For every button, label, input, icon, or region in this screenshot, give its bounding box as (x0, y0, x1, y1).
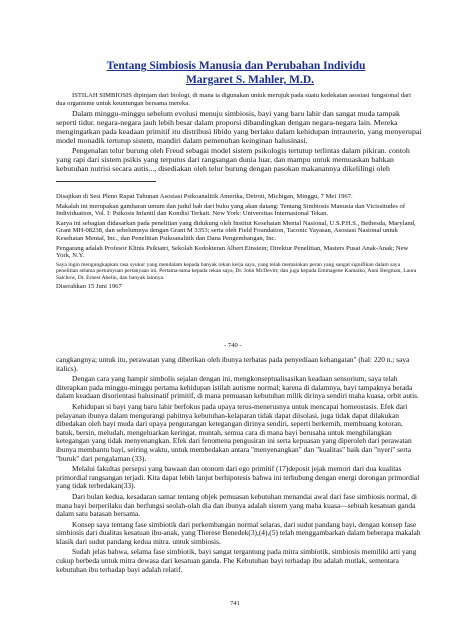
article-title: Tentang Simbiosis Manusia dan Perubahan Individu (106, 60, 366, 72)
intro-paragraph: Pengenalan telur burung oleh Freud sebagai model sistem psikologis tertutup terlintas dalam pikiran. contoh yang rapi dari sistem psikis yang terputus dari rangsangan dunia luar, dan mampu untuk memuaskan bahkan kebutuhan nutrisi secara autis..., disediakan oleh telur burung dengan pasokan makanannya dikelilingi oleh (56, 145, 410, 173)
intro-paragraph: Dalam minggu-minggu sebelum evolusi menuju simbiosis, bayi yang baru lahir dan sangat muda tampak seperti tidur. negara-negara jauh lebih besar dalam proporsi dibandingkan dengan negara-negara lain. Mereka mengingatkan pada keadaan primitif itu distribusi libido yang berlaku dalam kehidupan intrauterin, yang menyerupai model monadik tertutup sistem, mandiri dalam pemenuhan keinginan halusinasi. (56, 108, 422, 145)
intro-paragraph: ISTILAH SIMBIOSIS dipinjam dari biologi, di mana ia digunakan untuk merujuk pada suatu kedekatan asosiasi fungsional dari dua organisme untuk keuntungan bersama mereka. (56, 92, 411, 107)
body-paragraph: Sudah jelas bahwa, selama fase simbiotik, bayi sangat tergantung pada mitra simbiotik, simbiosis memiliki arti yang cukup berbeda untuk mitra dewasa dari kesatuan ganda. Fhe Kebutuhan bayi terhadap ibu adalah mutlak, sementara kebutuhan ibu terhadap bayi adalah relatif. (56, 547, 417, 574)
footnote: Makalah ini merupakan gambaran umum dan judul bab dari buku yang akan datang: Tentang Simbiosis Manusia dan Vicissitudes of Individuation, Vol. I: Psikosis Infantil dan Kondisi Terkait. New York: Universitas Internasional Tekan. (56, 202, 406, 218)
intro-section (56, 92, 422, 173)
author-name: Margaret S. Mahler, M.D. (185, 74, 315, 86)
body-section (56, 356, 422, 574)
body-paragraph: Kehidupan si bayi yang baru lahir berfokus pada upaya terus-menerusnya untuk mencapai homeostasis. Efek dari pelayanan ibunya dalam mengurangi pahitnya kebutuhan-kelaparan tidak dapat diisolasi, juga tidak dapat dilakukan dibedakan oleh bayi muda dari upaya pengurangan ketegangan dirinya sendiri, seperti berkemih, membuang kotoran, batuk, bersin, meludah, mengeluarkan keringat, muntah, semua cara di mana bayi berusaha untuk menghilangkan ketegangan yang tidak menyenangkan. Efek dari fenomena pengusiran ini serta kepuasan yang diperoleh dari perawatan ibunya membantu bayi, seiring waktu, untuk membedakan antara "menyenangkan" dan "kualitas" baik dan "nyeri" serta "buruk" dari pengalaman (33). (56, 401, 412, 463)
footnotes (56, 193, 422, 291)
footnote: Diserahkan 15 Juni 1967 (56, 282, 122, 290)
body-paragraph: Konsep saya tentang fase simbiotik dari perkembangan normal selaras, dari sudut pandang bayi, dengan konsep fase simbiosis dari dualitas kesatuan ibu-anak, yang Therese Benedek(3),(4),(5) telah menggambarkan dalam beberapa makalah klasik dari sudut pandang kedua mitra. untuk simbiosis. (56, 519, 421, 546)
body-paragraph: cangkangnya; untuk itu, perawatan yang diberikan oleh ibunya terbatas pada penyediaan kehangatan" (hal: 220 n.; saya italics). (56, 355, 410, 373)
page-marker: - 740 - (224, 342, 242, 349)
page-number: 741 (230, 600, 240, 607)
footnote: Saya ingin mengungkapkan rasa syukur yang mendalam kepada banyak rekan kerja saya, yang telah memainkan peran yang sangat signifikan dalam saya penelitian selama pertumyuan pertanyaan ini. Pertama-tama kepada rekan saya, Dr. John McDevitt; dan juga kepada Emmagene Kamaiko, Anni Bergman, Laura Salchow, Dr. Ernest Abelin, dan banyak lainnya. (56, 261, 417, 281)
footnote-divider (56, 181, 156, 182)
body-paragraph: Dari bulan kedua, kesadaran samar tentang objek pemuasan kebutuhan menandai awal dari fase simbiosis normal, di mana bayi berperilaku dan berfungsi seolah-olah dia dan ibunya adalah sistem yang maha kuasa—sebuah kesatuan ganda dalam satu batasan bersama. (56, 491, 417, 519)
footnote: Karya ini sebagian didasarkan pada penelitian yang didukung oleh Institut Kesehatan Mental Nasional, U.S.P.H.S., Bethesda, Maryland, Grant MH-08238, dan sebelumnya dengan Grant M 3353; serta oleh Field Foundation, Taconic Yayasan, Asosiasi Nasional untuk Kesehatan Mental, Inc., dan Penelitian Psikoanalitik dan Dana Pengembangan, Inc. (56, 219, 416, 242)
footnote: Disajikan di Sesi Pleno Rapat Tahunan Asosiasi Psikoanalitik Amerika, Detroit, Michigan, Minggu, 7 Mei 1967. (56, 193, 353, 200)
body-paragraph: Melalui fakultas persepsi yang bawaan dan otonom dari ego primitif (17)deposit jejak memori dari dua kualitas primordial rangsangan terjadi. Kita dapat lebih lanjut berhipotesis bahwa ini terhubung dengan energi dorongan primordial yang tidak terbedakan(33). (56, 464, 420, 491)
body-paragraph: Dengan cara yang hampir simbolis sejalan dengan ini, mengkonseptualisasikan keadaan sensorium, saya telah diterapkan pada minggu-minggu pertama kehidupan istilah autisme normal; karena di dalamnya, bayi tampaknya berada dalam keadaan disorientasi halusinatif primitif, di mana pemuasan kebutuhan milik dirinya sendiri maha kuasa, orbit autis. (56, 374, 419, 401)
footnote: Pengarang adalah Profesor Klinis Psikiatri, Sekolah Kedokteran Albert Einstein; Direktur Penelitian, Masters Pusat Anak-Anak; New York, N.Y. (56, 244, 409, 260)
